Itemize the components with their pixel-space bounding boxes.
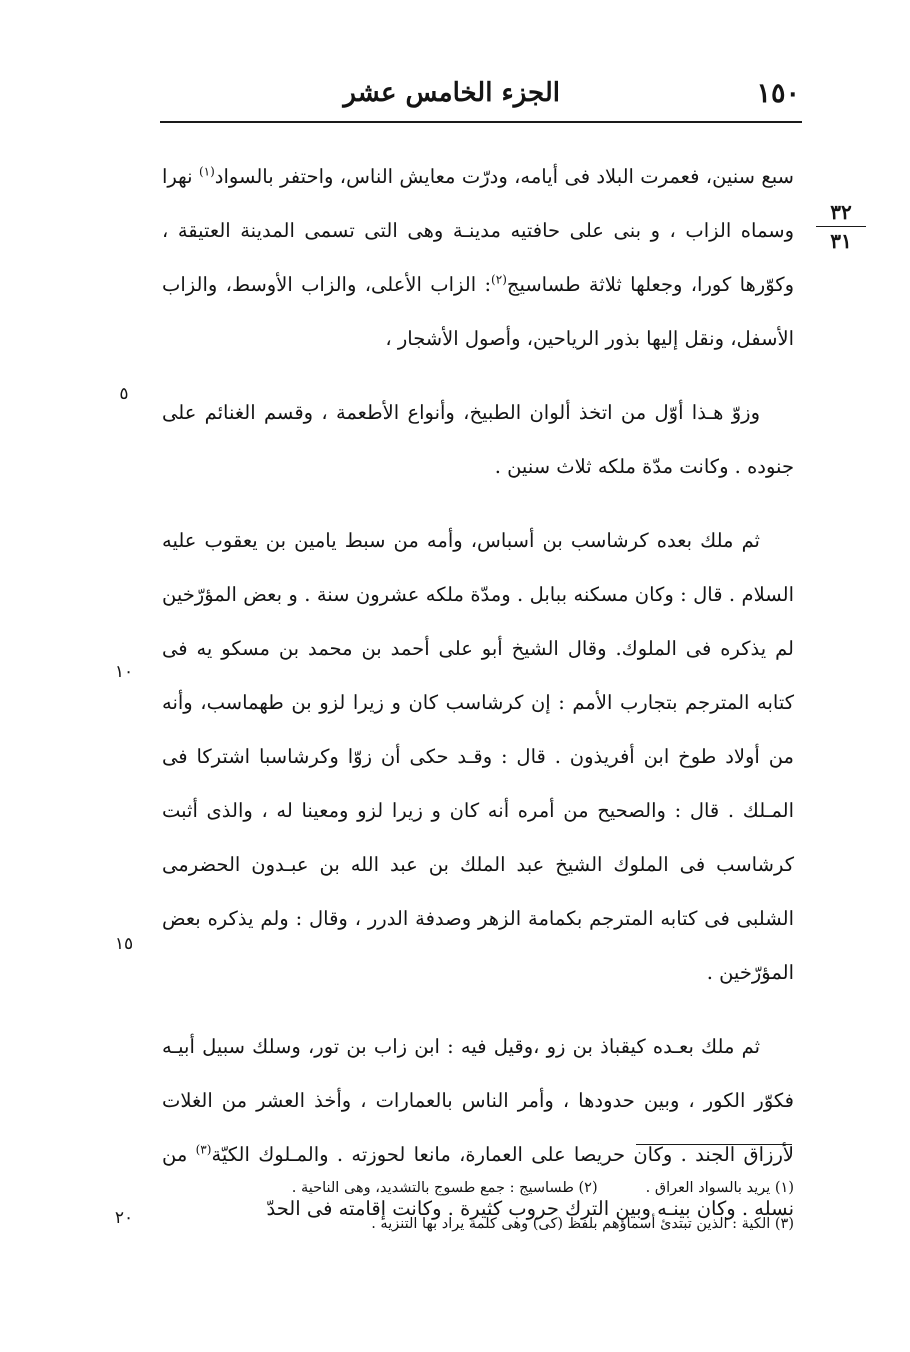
paragraph-text: سبع سنين، فعمرت البلاد فى أيامه، ودرّت معايش الناس، واحتفر بالسواد <box>214 165 794 188</box>
page-header <box>150 78 800 118</box>
footnote-1: (١) يريد بالسواد العراق . <box>645 1180 794 1196</box>
page-number: ١٥٠ <box>756 78 800 109</box>
main-text <box>162 150 794 1256</box>
line-number-10: ١٠ <box>114 662 134 682</box>
line-number-5: ٥ <box>119 384 129 404</box>
margin-page-ref-top: ٣٢ <box>816 200 866 227</box>
line-number-20: ٢٠ <box>114 1208 134 1228</box>
footnote-marker-1: (١) <box>198 164 215 179</box>
footnote-marker-2: (٢) <box>491 272 507 287</box>
paragraph-1 <box>162 150 794 366</box>
paragraph-3: ثم ملك بعده كرشاسب بن أسباس، وأمه من سبط يامين بن يعقوب عليه السلام . قال : وكان مسكنه ببابل . ومدّة ملكه عشرون سنة . و بعض المؤرّخين لم يذكره فى الملوك. وقال الشيخ أبو على أحمد بن محمد بن مسكو يه فى كتابه المترجم بتجارب الأمم : إن كرشاسب كان و زيرا لزو بن طهماسب، وأنه من أولاد طوخ ابن أفريذون . قال : وقـد حكى أن زوّا وكرشاسبا اشتركا فى المـلك . قال : والصحيح من أمره أنه كان و زيرا لزو ومعينا له ، والذى أثبت كرشاسب فى الملوك الشيخ عبد الملك بن عبد الله بن عبـدون الحضرمى الشلبى فى كتابه المترجم بكمامة الزهر وصدفة الدرر ، وقال : ولم يذكره بعض المؤرّخين . <box>162 529 794 984</box>
paragraph-text: من نسله . وكان بينـه وبين الترك حروب كثيرة . وكانت إقامته فى الحدّ <box>162 1143 794 1220</box>
header-rule <box>160 121 802 123</box>
margin-page-reference <box>816 200 866 253</box>
paragraph-text: : الزاب الأعلى، والزاب الأوسط، والزاب الأسفل، ونقل إليها بذور الرياحين، وأصول الأشجار ، <box>162 273 794 350</box>
line-number-15: ١٥ <box>114 934 134 954</box>
footnotes <box>162 1170 794 1242</box>
footnote-row <box>162 1206 794 1242</box>
footnote-3: (٣) الكية : الذين تبتدئ أسماؤهم بلفظ (كى) وهى كلمة يراد بها التنزيه . <box>371 1216 794 1232</box>
footnote-marker-3: (٣) <box>195 1142 212 1157</box>
footnote-rule <box>636 1144 792 1145</box>
footnote-2: (٢) طساسيج : جمع طسوج بالتشديد، وهى الناحية . <box>291 1180 598 1196</box>
running-title: الجزء الخامس عشر <box>343 78 560 108</box>
footnote-row <box>162 1170 794 1206</box>
paragraph-text: نهرا وسماه الزاب ، و بنى على حافتيه مدينـة وهى التى تسمى المدينة العتيقة ، وكوّرها كورا، وجعلها ثلاثة طساسيج <box>162 165 794 296</box>
margin-page-ref-bottom: ٣١ <box>830 229 852 253</box>
paragraph-2: وزوّ هـذا أوّل من اتخذ ألوان الطبيخ، وأنواع الأطعمة ، وقسم الغنائم على جنوده . وكانت مدّة ملكه ثلاث سنين . <box>162 401 794 478</box>
paragraph-text: ثم ملك بعـده كيقباذ بن زو ،وقيل فيه : ابن زاب بن تور، وسلك سبيل أبيـه فكوّر الكور ، وبين حدودها ، وأمر الناس بالعمارات ، وأخذ العشر من الغلات لأرزاق الجند . وكان حريصا على العمارة، مانعا لحوزته . والمـلوك الكيّة <box>162 1035 794 1166</box>
